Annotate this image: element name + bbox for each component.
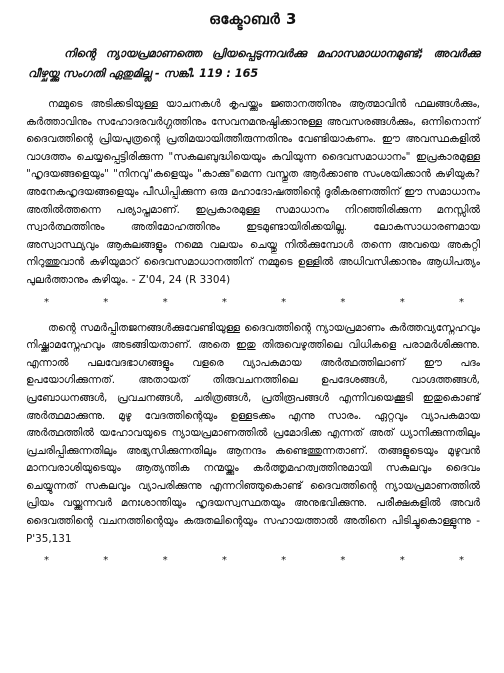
page-title: ഒക്ടോബർ 3	[209, 10, 297, 28]
separator-star: *	[221, 555, 227, 567]
separator-star: *	[281, 555, 287, 567]
separator-star: *	[399, 296, 405, 308]
separator-star: *	[103, 555, 109, 567]
separator-star: *	[44, 296, 49, 308]
paragraph-2: തന്റെ സമർപ്പിതജനങ്ങൾക്കുവേണ്ടിയുള്ള ദൈവത്തിന്റെ ന്യായപ്രമാണം കർത്തവ്യസ്നേഹവും നിഷ്ക്കാമസ്നേഹവും അടങ്ങിയതാണ്. അതെ ഇതു തിരുവെഴുത്തിലെ വിധികളെ പരാമർശിക്കുന്നു. എന്നാൽ പലവേദഭാഗങ്ങളും വളരെ വ്യാപകമായ അർത്ഥത്തിലാണ് ഈ പദം ഉപയോഗിക്കുന്നത്. അതായത് തിരുവചനത്തിലെ ഉപദേശങ്ങൾ, വാഗ്ദത്തങ്ങൾ, പ്രബോധനങ്ങൾ, പ്രവചനങ്ങൾ, ചരിത്രങ്ങൾ, പ്രതിരൂപങ്ങൾ എന്നിവയെക്കൂടി ഇതുകൊണ്ട് അർത്ഥമാക്കുന്നു. മുഴു വേദത്തിന്റെയും ഉള്ളടക്കം എന്നു സാരം. ഏറ്റവും വ്യാപകമായ അർത്ഥത്തിൽ യഹോവയുടെ ന്യായപ്രമാണത്തിൽ പ്രമോദിക്ക എന്നത് അത് ധ്യാനിക്കുന്നതിലും പ്രചരിപ്പിക്കുന്നതിലും അഭ്യസിക്കുന്നതിലും ആനന്ദം കണ്ടെത്തുന്നതാണ്. തങ്ങളുടെയും മുഴുവൻ മാനവരാശിയുടെയും ആത്യന്തിക നന്മയ്ക്കും കർത്തൃമഹത്വത്തിനുമായി സകലവും ദൈവം ചെയ്യുന്നത് സകലവും വ്യാപരിക്കുന്നു എന്നറിഞ്ഞുകൊണ്ട് ദൈവത്തിന്റെ ന്യായപ്രമാണത്തിൽ പ്രിയം വയ്ക്കുന്നവർ മനഃശാന്തിയും ഹൃദയസ്വസ്ഥതയും അനുഭവിക്കുന്നു. പരീക്ഷകളിൽ അവർ ദൈവത്തിന്റെ വചനത്തിന്റെയും കരുതലിന്റെയും സഹായത്താൽ അതിനെ പിടിച്ചുകൊള്ളുന്നു - P'35,131	[26, 321, 480, 545]
separator-star: *	[44, 555, 49, 567]
separator-star: *	[458, 555, 464, 567]
separator-star: *	[340, 555, 346, 567]
separator-star: *	[340, 296, 346, 308]
star-separator	[26, 296, 480, 310]
separator-star: *	[162, 296, 168, 308]
star-separator-bottom	[26, 554, 480, 568]
separator-star: *	[399, 555, 405, 567]
paragraph-1: നമ്മുടെ അടിക്കടിയുള്ള യാചനകൾ കൃപയ്ക്കും ജ്ഞാനത്തിനും ആത്മാവിൻ ഫലങ്ങൾക്കും, കർത്താവിനും സഹോദരവർഗ്ഗത്തിനും സേവനമനുഷ്ഠിക്കാനുള്ള അവസരങ്ങൾക്കും, ഒന്നിനൊന്ന് ദൈവത്തിന്റെ പ്രിയപുത്രന്റെ പ്രതിമയായിത്തീരുന്നതിനും വേണ്ടിയാകണം. ഈ അവസ്ഥകളിൽ വാഗ്ദത്തം ചെയ്യപ്പെട്ടിരിക്കുന്ന "സകലബുദ്ധിയെയും കവിയുന്ന ദൈവസമാധാനം" ഇപ്രകാരമുള്ള "ഹൃദയങ്ങളെയും" "നിനവു"കളെയും "കാക്കു"മെന്ന വസ്തുത ആർക്കാണു സംശയിക്കാൻ കഴിയുക? അനേകഹൃദയങ്ങളെയും പീഡിപ്പിക്കുന്ന ഒരു മഹാദോഷത്തിന്റെ ദൂരീകരണത്തിന് ഈ സമാധാനം അതിൽത്തന്നെ പര്യാപ്തമാണ്. ഇപ്രകാരമുള്ള സമാധാനം നിറഞ്ഞിരിക്കുന്ന മനസ്സിൽ സ്വാർത്ഥത്തിനും അതിമോഹത്തിനും ഇടമുണ്ടായിരിക്കയില്ല. ലോകസാധാരണമായ അസ്വാസ്ഥ്യവും ആകുലങ്ങളും നമ്മെ വലയം ചെയ്തു നിൽക്കുമ്പോൾ തന്നെ അവയെ അകറ്റി നിറുത്തുവാൻ കഴിയുമാറ് ദൈവസമാധാനത്തിന് നമ്മുടെ ഉള്ളിൽ അധിവസിക്കാനും ആധിപത്യം പുലർത്താനും കഴിയും. - Z'04, 24 (R 3304)	[26, 98, 480, 286]
separator-star: *	[162, 555, 168, 567]
separator-star: *	[103, 296, 109, 308]
verse-quote: നിന്റെ ന്യായപ്രമാണത്തെ പ്രിയപ്പെടുന്നവർക്കു മഹാസമാധാനമുണ്ട്; അവർക്കു വീഴ്ചയ്ക്കു സംഗതി ഏതുമില്ല - സങ്കീ. 119 : 165	[28, 47, 480, 80]
separator-star: *	[458, 296, 464, 308]
separator-star: *	[281, 296, 287, 308]
separator-star: *	[221, 296, 227, 308]
